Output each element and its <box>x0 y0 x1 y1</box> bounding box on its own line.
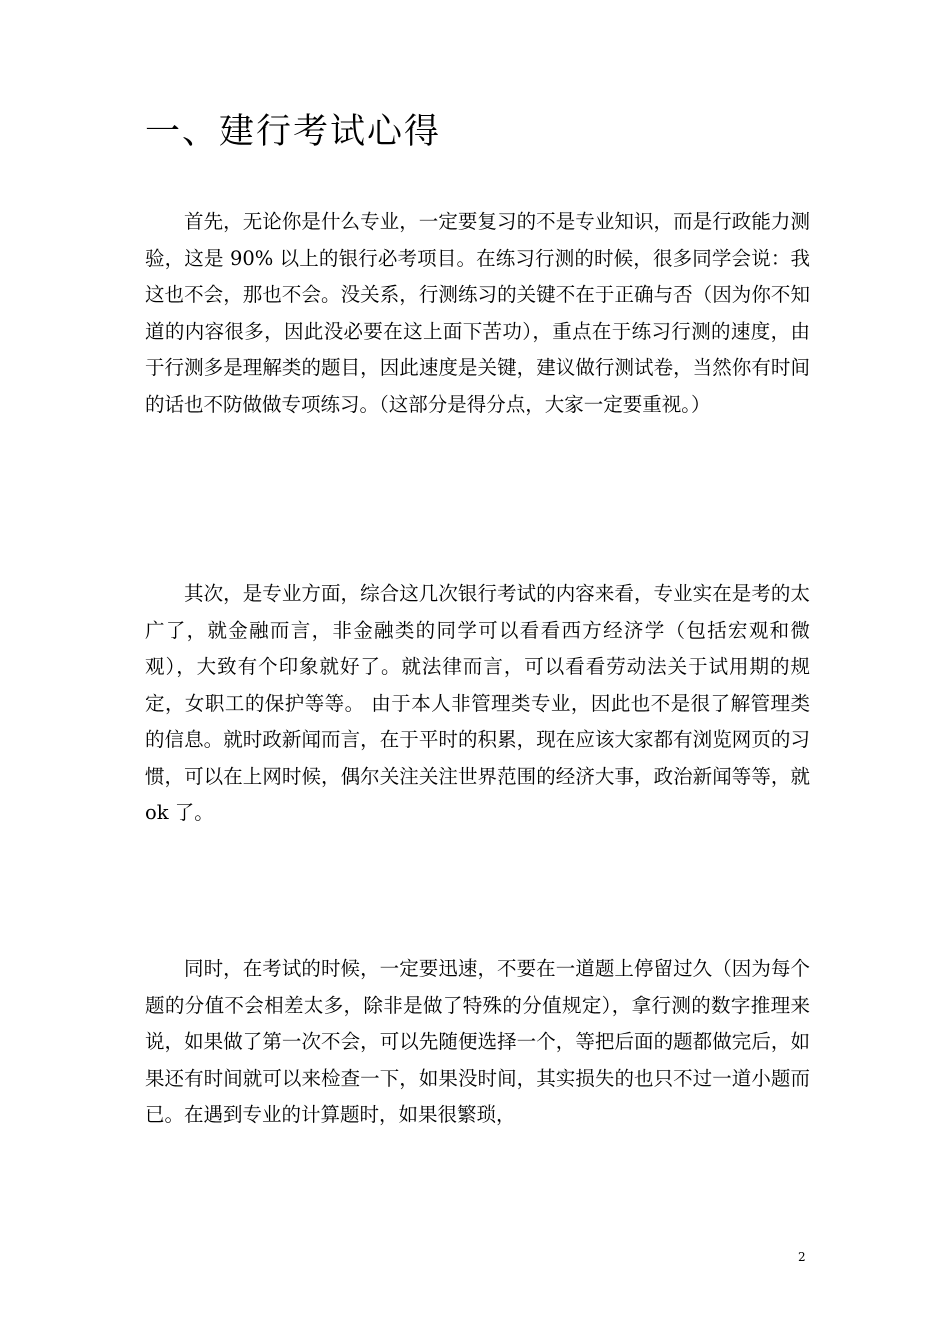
section-heading: 一、建行考试心得 <box>145 112 442 152</box>
paragraph-professional-knowledge: 其次，是专业方面，综合这几次银行考试的内容来看，专业实在是考的太广了，就金融而言，非金融类的同学可以看看西方经济学（包括宏观和微观），大致有个印象就好了。就法律而言，可以看看劳动法关于试用期的规定，女职工的保护等等。 由于本人非管理类专业，因此也不是很了解管理类的信息。就时政新闻而言，在于平时的积累，现在应该大家都有浏览网页的习惯，可以在上网时候，偶尔关注关注世界范围的经济大事，政治新闻等等，就 ok 了。 <box>145 582 810 824</box>
page-number: 2 <box>798 1250 806 1264</box>
paragraph-exam-prep-aptitude: 首先，无论你是什么专业，一定要复习的不是专业知识，而是行政能力测验，这是 90% 以上的银行必考项目。在练习行测的时候，很多同学会说：我这也不会，那也不会。没关系，行测练习的关键不在于正确与否（因为你不知道的内容很多，因此没必要在这上面下苦功），重点在于练习行测的速度，由于行测多是理解类的题目，因此速度是关键，建议做行测试卷，当然你有时间的话也不防做做专项练习。（这部分是得分点，大家一定要重视。） <box>145 210 810 416</box>
paragraph-exam-speed: 同时，在考试的时候，一定要迅速，不要在一道题上停留过久（因为每个题的分值不会相差太多，除非是做了特殊的分值规定），拿行测的数字推理来说，如果做了第一次不会，可以先随便选择一个，等把后面的题都做完后，如果还有时间就可以来检查一下，如果没时间，其实损失的也只不过一道小题而已。在遇到专业的计算题时，如果很繁琐， <box>145 957 810 1126</box>
